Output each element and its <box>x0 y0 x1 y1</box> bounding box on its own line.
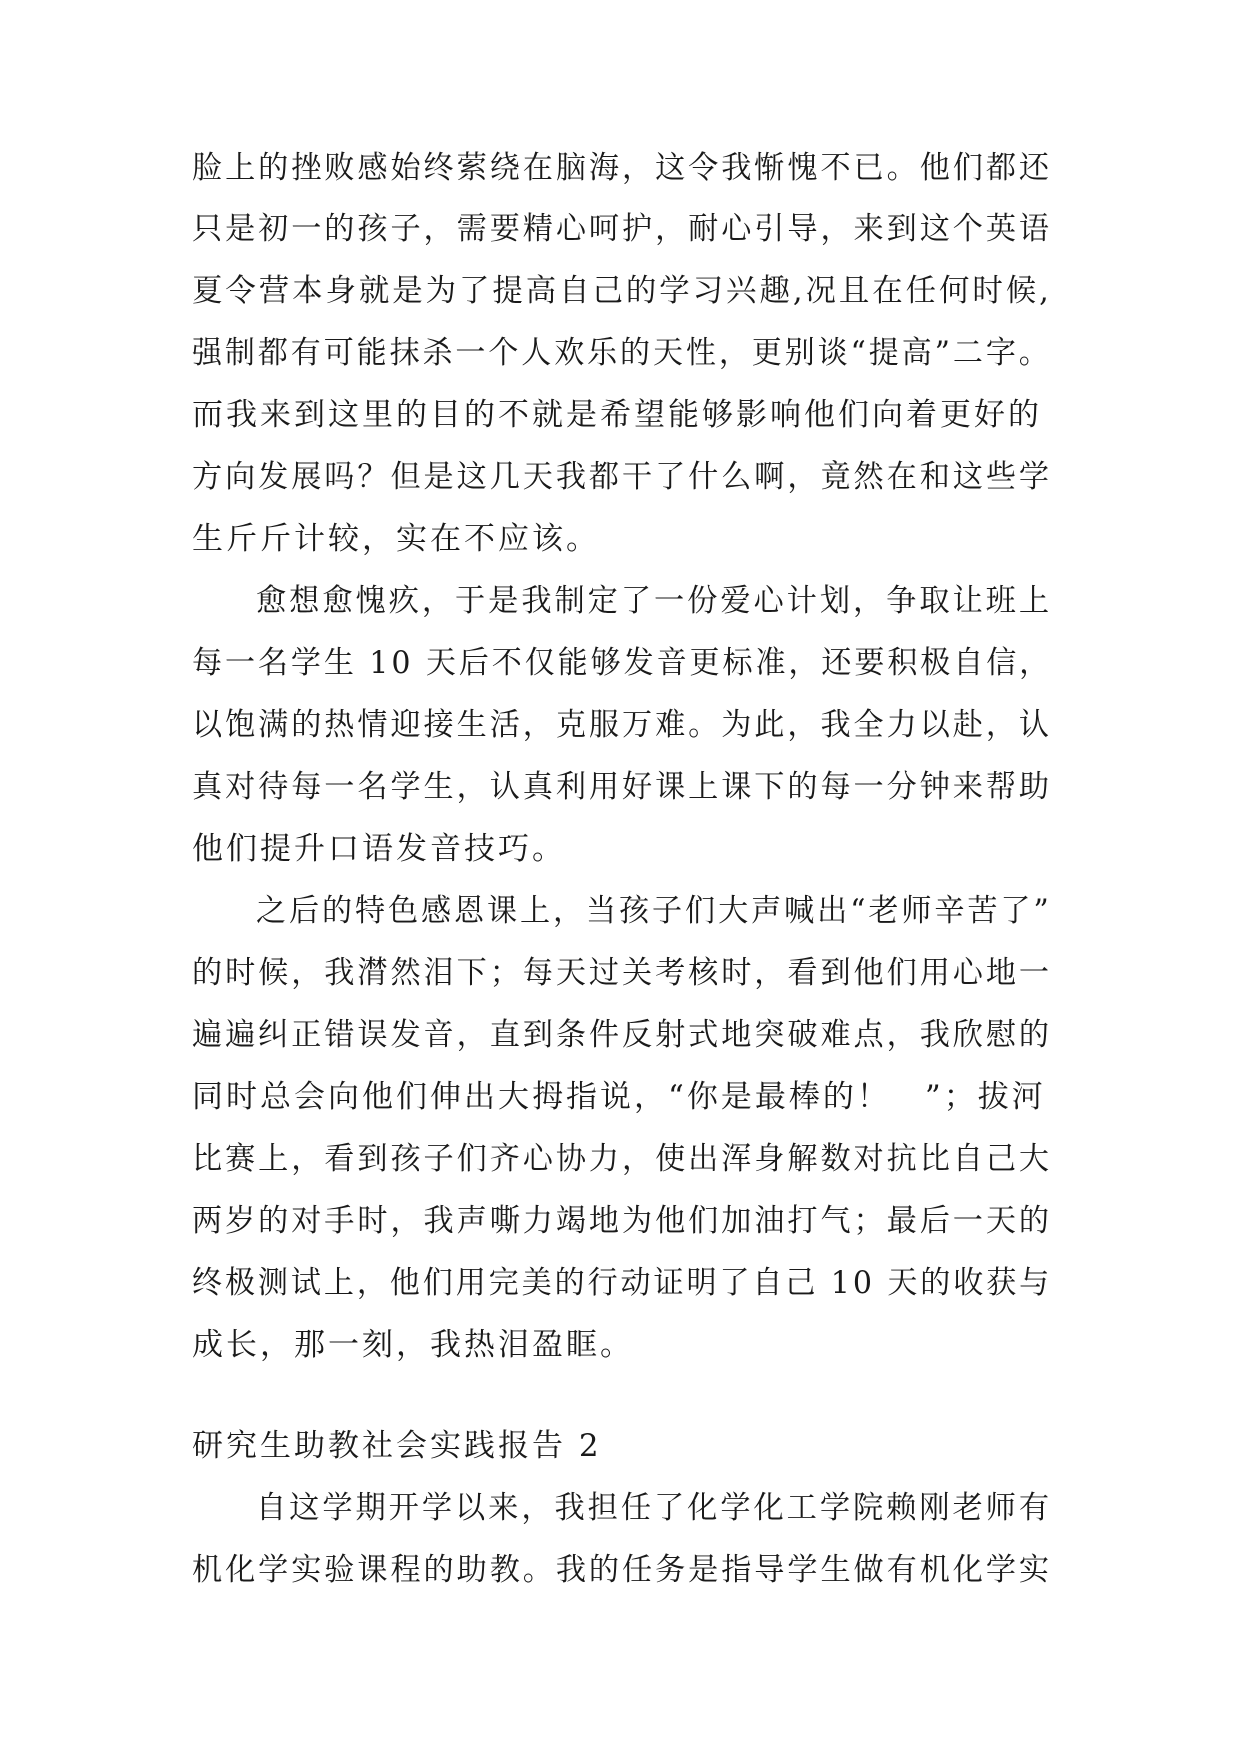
paragraph-line: 自这学期开学以来，我担任了化学化工学院赖刚老师有 <box>256 1490 1052 1526</box>
paragraph-line: 之后的特色感恩课上，当孩子们大声喊出“老师辛苦了” <box>256 893 1052 929</box>
paragraph-line: 同时总会向他们伸出大拇指说，“你是最棒的！ ”；拔河 <box>192 1079 1046 1115</box>
paragraph-line: 遍遍纠正错误发音，直到条件反射式地突破难点，我欣慰的 <box>192 1017 1052 1053</box>
paragraph-line: 两岁的对手时，我声嘶力竭地为他们加油打气；最后一天的 <box>192 1203 1052 1239</box>
paragraph-line: 生斤斤计较，实在不应该。 <box>192 521 600 557</box>
paragraph-line: 愈想愈愧疚，于是我制定了一份爱心计划，争取让班上 <box>256 583 1052 619</box>
paragraph-line: 强制都有可能抹杀一个人欢乐的天性，更别谈“提高”二字。 <box>192 335 1052 371</box>
paragraph-line: 他们提升口语发音技巧。 <box>192 831 566 867</box>
paragraph-line: 方向发展吗？但是这几天我都干了什么啊，竟然在和这些学 <box>192 459 1052 495</box>
paragraph-line: 机化学实验课程的助教。我的任务是指导学生做有机化学实 <box>192 1552 1052 1588</box>
paragraph-line: 脸上的挫败感始终萦绕在脑海，这令我惭愧不已。他们都还 <box>192 150 1052 186</box>
paragraph-line: 夏令营本身就是为了提高自己的学习兴趣,况且在任何时候, <box>192 273 1052 309</box>
paragraph-line: 比赛上，看到孩子们齐心协力，使出浑身解数对抗比自己大 <box>192 1141 1052 1177</box>
paragraph-line: 每一名学生 10 天后不仅能够发音更标准，还要积极自信， <box>192 645 1053 681</box>
paragraph-line: 而我来到这里的目的不就是希望能够影响他们向着更好的 <box>192 397 1042 433</box>
paragraph-line: 真对待每一名学生，认真利用好课上课下的每一分钟来帮助 <box>192 769 1052 805</box>
section-title: 研究生助教社会实践报告 2 <box>192 1428 602 1464</box>
paragraph-line: 的时候，我潸然泪下；每天过关考核时，看到他们用心地一 <box>192 955 1052 991</box>
paragraph-line: 以饱满的热情迎接生活，克服万难。为此，我全力以赴，认 <box>192 707 1052 743</box>
paragraph-line: 终极测试上，他们用完美的行动证明了自己 10 天的收获与 <box>192 1265 1053 1301</box>
paragraph-line: 只是初一的孩子，需要精心呵护，耐心引导，来到这个英语 <box>192 211 1052 247</box>
paragraph-line: 成长，那一刻，我热泪盈眶。 <box>192 1327 634 1363</box>
